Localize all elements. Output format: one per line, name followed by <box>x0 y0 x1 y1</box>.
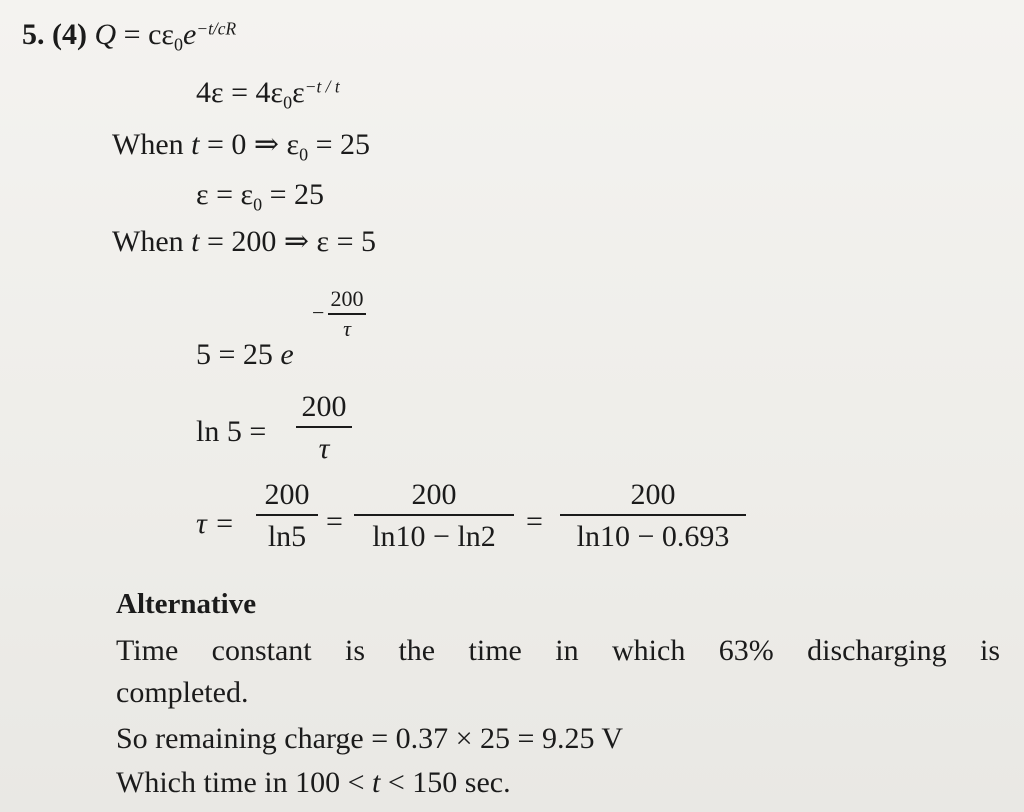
eq6-f3-numerator: 200 <box>630 478 676 511</box>
eq6-f2-numerator: 200 <box>411 478 457 511</box>
eq2-base: ε <box>292 76 305 109</box>
eq3-lhs: ε = ε <box>196 178 254 211</box>
eq5-lhs: ln 5 = <box>196 415 267 448</box>
cond1-value: = 25 <box>308 128 371 161</box>
answer-option: (4) <box>52 18 87 51</box>
eq4-exp-minus: − <box>312 300 325 325</box>
equation-4 <box>196 340 294 370</box>
eq6-lhs: τ = <box>196 507 235 540</box>
eq2-subscript: 0 <box>283 92 293 113</box>
eq4-exponent-fraction <box>328 288 366 340</box>
cond1-prefix: When <box>112 128 192 161</box>
problem-number: 5. <box>22 18 45 51</box>
eq3-subscript: 0 <box>253 194 263 215</box>
alternative-line-3: So remaining charge = 0.37 × 25 = 9.25 V <box>116 722 624 755</box>
alt4-suffix: < 150 sec. <box>380 766 511 799</box>
eq6-f1-numerator: 200 <box>264 478 310 511</box>
eq6-equals-b: = <box>526 505 543 538</box>
eq6-f2-denominator: ln10 − ln2 <box>372 519 496 553</box>
cond1-rest: = 0 ⇒ ε <box>199 128 300 161</box>
eq2-exponent: −t / t <box>304 76 340 97</box>
eq6-f1-bar <box>256 514 318 516</box>
cond2-rest: = 200 ⇒ ε = 5 <box>199 225 377 258</box>
eq3-value: = 25 <box>262 178 325 211</box>
eq5-denominator: τ <box>318 431 330 465</box>
charge-symbol: Q <box>94 18 117 51</box>
eq2-lhs: 4ε = 4ε <box>196 76 284 109</box>
cond2-prefix: When <box>112 225 192 258</box>
alternative-heading: Alternative <box>116 588 257 620</box>
eq6-equals-a: = <box>326 505 343 538</box>
cond2-var: t <box>191 225 200 258</box>
eq1-body: = cε <box>116 18 174 51</box>
eq6-fraction-2 <box>354 480 514 552</box>
eq6-f2-bar <box>354 514 514 516</box>
solution-header <box>22 18 237 55</box>
condition-2 <box>112 227 376 257</box>
eq4-exp-numerator: 200 <box>330 286 364 311</box>
alternative-line-1: Time constant is the time in which 63% discharging is <box>116 634 1000 667</box>
condition-1 <box>112 128 371 165</box>
eq1-exponent: −t/cR <box>196 18 237 39</box>
eq1-exp-base: e <box>183 18 197 51</box>
alternative-line-4 <box>116 768 511 798</box>
eq4-exp-denominator: τ <box>343 315 351 341</box>
eq4-lhs: 5 = 25 <box>196 338 273 371</box>
eq5-fraction <box>296 392 352 464</box>
eq6-f1-denominator: ln5 <box>267 519 307 553</box>
eq6-fraction-3 <box>560 480 746 552</box>
cond1-var: t <box>191 128 200 161</box>
cond1-subscript: 0 <box>299 144 309 165</box>
eq1-subscript: 0 <box>174 34 183 55</box>
equation-3 <box>196 178 325 215</box>
eq4-e: e <box>280 338 294 371</box>
eq4-fraction-bar <box>328 313 366 315</box>
alt4-var: t <box>372 766 381 799</box>
alternative-line-2: completed. <box>116 676 249 709</box>
eq5-fraction-bar <box>296 426 352 428</box>
equation-5-lhs <box>196 417 266 447</box>
equation-2 <box>196 76 340 113</box>
eq6-f3-bar <box>560 514 746 516</box>
eq5-numerator: 200 <box>301 390 347 423</box>
alt4-prefix: Which time in 100 < <box>116 766 373 799</box>
equation-6-lhs <box>196 509 234 539</box>
eq6-f3-denominator: ln10 − 0.693 <box>576 519 730 553</box>
eq6-fraction-1 <box>256 480 318 552</box>
